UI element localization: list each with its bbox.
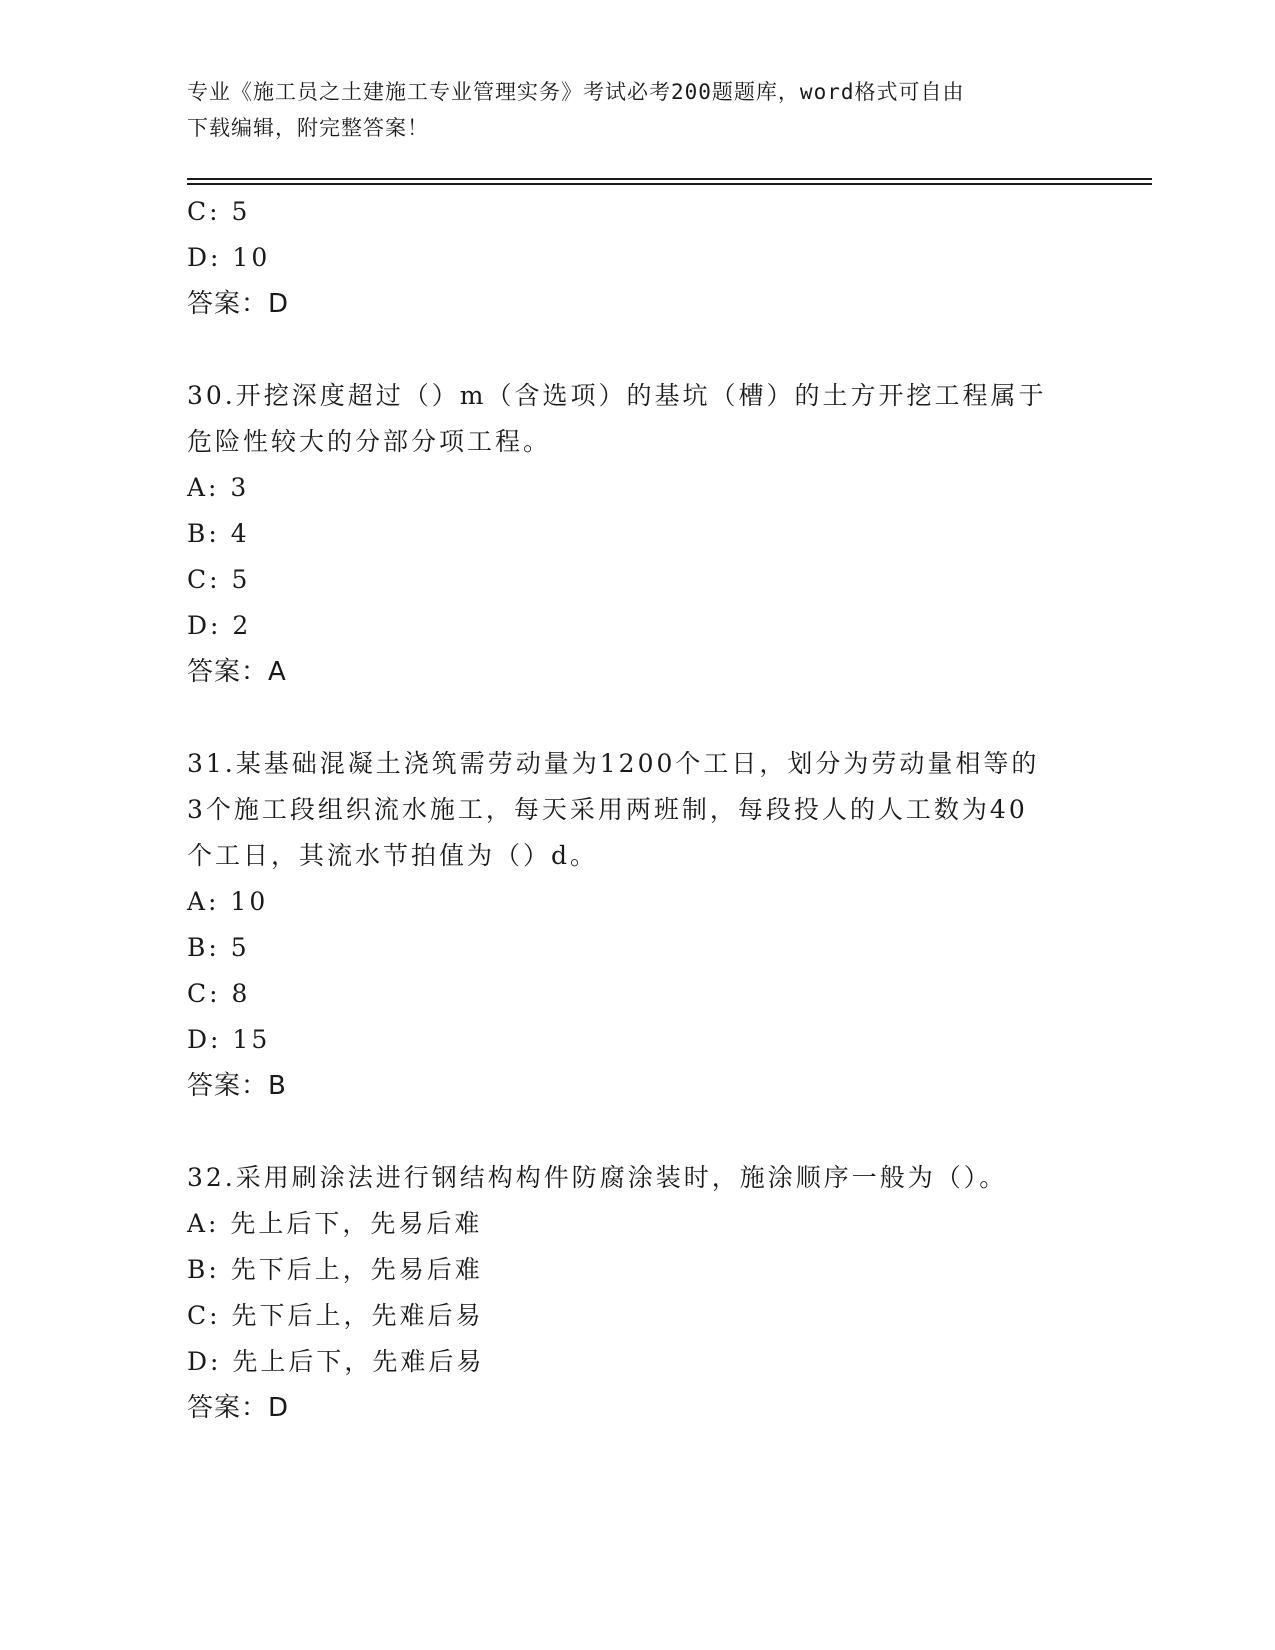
header-line-2: 下载编辑，附完整答案！	[187, 116, 429, 140]
question-stem: 危险性较大的分部分项工程。	[187, 427, 552, 456]
question-30	[187, 373, 1067, 695]
option-c: C: 5	[187, 197, 251, 226]
header-line-1: 专业《施工员之土建施工专业管理实务》考试必考200题题库，word格式可自由	[187, 80, 965, 104]
question-stem: 3个施工段组织流水施工，每天采用两班制，每段投人的人工数为40	[187, 795, 1028, 824]
question-32	[187, 1155, 1067, 1431]
option-b: B: 先下后上，先易后难	[187, 1255, 483, 1284]
option-a: A: 10	[187, 887, 269, 916]
question-list	[187, 189, 1067, 1431]
question-stem: 个工日，其流水节拍值为（）d。	[187, 841, 599, 870]
question-spacer	[187, 695, 1067, 741]
option-c: C: 8	[187, 979, 251, 1008]
option-d: D: 先上后下，先难后易	[187, 1347, 485, 1376]
question-spacer	[187, 327, 1067, 373]
question-stem: 30.开挖深度超过（）m（含选项）的基坑（槽）的土方开挖工程属于	[187, 381, 1047, 410]
question-stem: 31.某基础混凝土浇筑需劳动量为1200个工日，划分为劳动量相等的	[187, 749, 1040, 778]
answer-label: 答案：D	[187, 1393, 290, 1423]
header-rule-bottom	[187, 183, 1152, 185]
question-stem: 32.采用刷涂法进行钢结构构件防腐涂装时，施涂顺序一般为（）。	[187, 1163, 1008, 1192]
question-31	[187, 741, 1067, 1109]
option-d: D: 2	[187, 611, 252, 640]
document-header	[187, 74, 1067, 146]
option-b: B: 5	[187, 933, 250, 962]
question-29-fragment	[187, 189, 1067, 327]
option-c: C: 5	[187, 565, 251, 594]
option-d: D: 15	[187, 1025, 271, 1054]
answer-label: 答案：B	[187, 1071, 287, 1101]
option-b: B: 4	[187, 519, 250, 548]
answer-label: 答案：A	[187, 657, 287, 687]
option-d: D: 10	[187, 243, 271, 272]
option-a: A: 3	[187, 473, 250, 502]
option-a: A: 先上后下，先易后难	[187, 1209, 483, 1238]
option-c: C: 先下后上，先难后易	[187, 1301, 484, 1330]
answer-label: 答案：D	[187, 289, 290, 319]
question-spacer	[187, 1109, 1067, 1155]
header-rule-top	[187, 178, 1152, 180]
